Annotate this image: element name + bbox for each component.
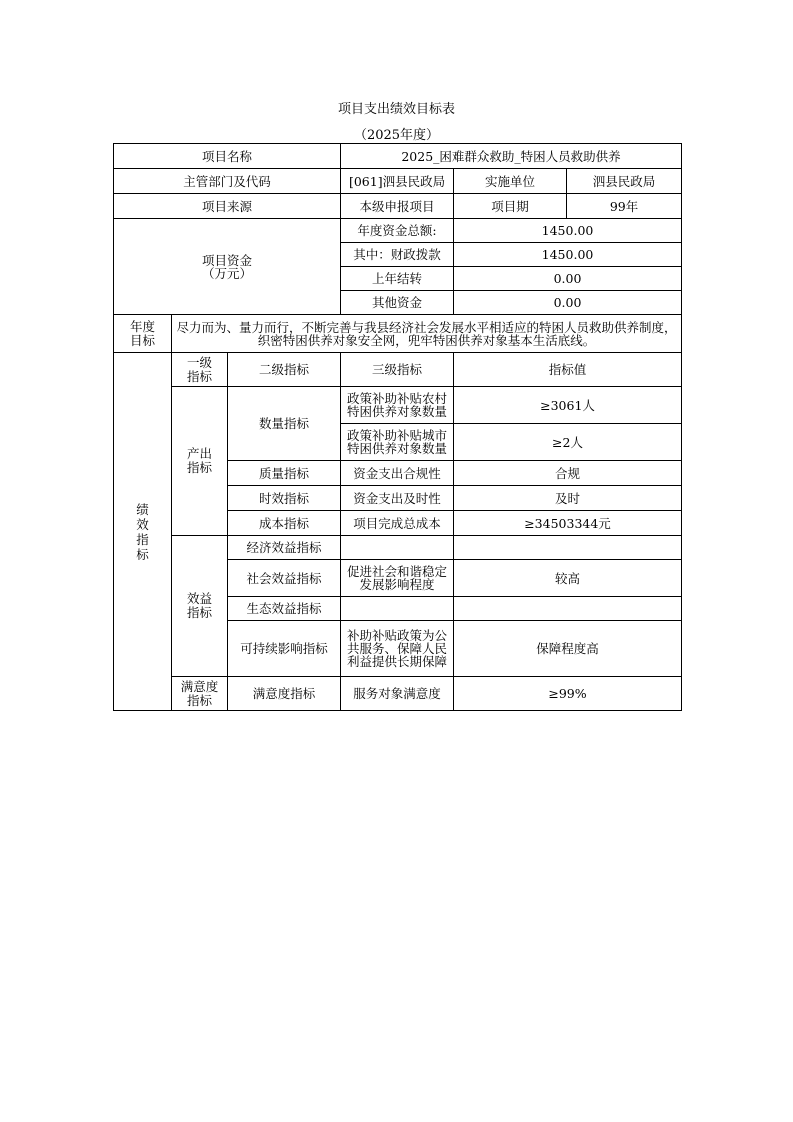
satisfaction-level2: 满意度指标	[228, 677, 341, 711]
annual-goal-text: 尽力而为、量力而行，不断完善与我县经济社会发展水平相适应的特困人员救助供养制度，织密特困供养对象安全网，兜牢特困供养对象基本生活底线。	[172, 315, 682, 353]
timeliness-value: 及时	[454, 486, 682, 511]
funds-carryover-label: 上年结转	[341, 267, 454, 291]
social-value: 较高	[454, 560, 682, 597]
quality-value: 合规	[454, 461, 682, 486]
timeliness-label: 时效指标	[228, 486, 341, 511]
economic-name	[341, 536, 454, 560]
annual-goal-label: 年度目标	[114, 315, 172, 353]
sustainable-value: 保障程度高	[454, 621, 682, 677]
economic-label: 经济效益指标	[228, 536, 341, 560]
source-value: 本级申报项目	[341, 194, 454, 219]
quantity-urban-name: 政策补助补贴城市特困供养对象数量	[341, 424, 454, 461]
ecological-value	[454, 597, 682, 621]
funds-carryover-value: 0.00	[454, 267, 682, 291]
social-label: 社会效益指标	[228, 560, 341, 597]
quality-label: 质量指标	[228, 461, 341, 486]
satisfaction-name: 服务对象满意度	[341, 677, 454, 711]
funds-total-label: 年度资金总额:	[341, 219, 454, 243]
funds-other-value: 0.00	[454, 291, 682, 315]
quality-name: 资金支出合规性	[341, 461, 454, 486]
funds-fiscal-label: 其中：财政拨款	[341, 243, 454, 267]
impl-unit-value: 泗县民政局	[567, 169, 682, 194]
output-label: 产出指标	[172, 387, 228, 536]
row-department	[114, 169, 682, 194]
timeliness-name: 资金支出及时性	[341, 486, 454, 511]
funds-fiscal-value: 1450.00	[454, 243, 682, 267]
funds-total-value: 1450.00	[454, 219, 682, 243]
source-label: 项目来源	[114, 194, 341, 219]
row-project-name	[114, 144, 682, 169]
project-name-label: 项目名称	[114, 144, 341, 169]
funds-label: 项目资金 （万元）	[114, 219, 341, 315]
quantity-rural-name: 政策补助补贴农村特困供养对象数量	[341, 387, 454, 424]
sustainable-name: 补助补贴政策为公共服务、保障人民利益提供长期保障	[341, 621, 454, 677]
header-level3: 三级指标	[341, 353, 454, 387]
ecological-label: 生态效益指标	[228, 597, 341, 621]
cost-name: 项目完成总成本	[341, 511, 454, 536]
quantity-rural-value: ≥3061人	[454, 387, 682, 424]
row-quantity-rural	[114, 387, 682, 424]
row-source	[114, 194, 682, 219]
period-value: 99年	[567, 194, 682, 219]
social-name: 促进社会和谐稳定发展影响程度	[341, 560, 454, 597]
benefit-label: 效益指标	[172, 536, 228, 677]
department-label: 主管部门及代码	[114, 169, 341, 194]
ecological-name	[341, 597, 454, 621]
quantity-urban-value: ≥2人	[454, 424, 682, 461]
header-level1: 一级指标	[172, 353, 228, 387]
row-satisfaction	[114, 677, 682, 711]
row-funds-total	[114, 219, 682, 243]
satisfaction-label: 满意度指标	[172, 677, 228, 711]
cost-label: 成本指标	[228, 511, 341, 536]
header-value: 指标值	[454, 353, 682, 387]
department-value: [061]泗县民政局	[341, 169, 454, 194]
project-name-value: 2025_困难群众救助_特困人员救助供养	[341, 144, 682, 169]
impl-unit-label: 实施单位	[454, 169, 567, 194]
row-annual-goal	[114, 315, 682, 353]
economic-value	[454, 536, 682, 560]
indicators-section-label: 绩效指标	[114, 353, 172, 711]
page-title: 项目支出绩效目标表	[337, 102, 455, 117]
cost-value: ≥34503344元	[454, 511, 682, 536]
header-level2: 二级指标	[228, 353, 341, 387]
page-subtitle: （2025年度）	[353, 128, 440, 143]
performance-table	[113, 143, 682, 711]
funds-other-label: 其他资金	[341, 291, 454, 315]
period-label: 项目期	[454, 194, 567, 219]
row-economic	[114, 536, 682, 560]
row-indicator-headers	[114, 353, 682, 387]
quantity-label: 数量指标	[228, 387, 341, 461]
satisfaction-value: ≥99%	[454, 677, 682, 711]
sustainable-label: 可持续影响指标	[228, 621, 341, 677]
